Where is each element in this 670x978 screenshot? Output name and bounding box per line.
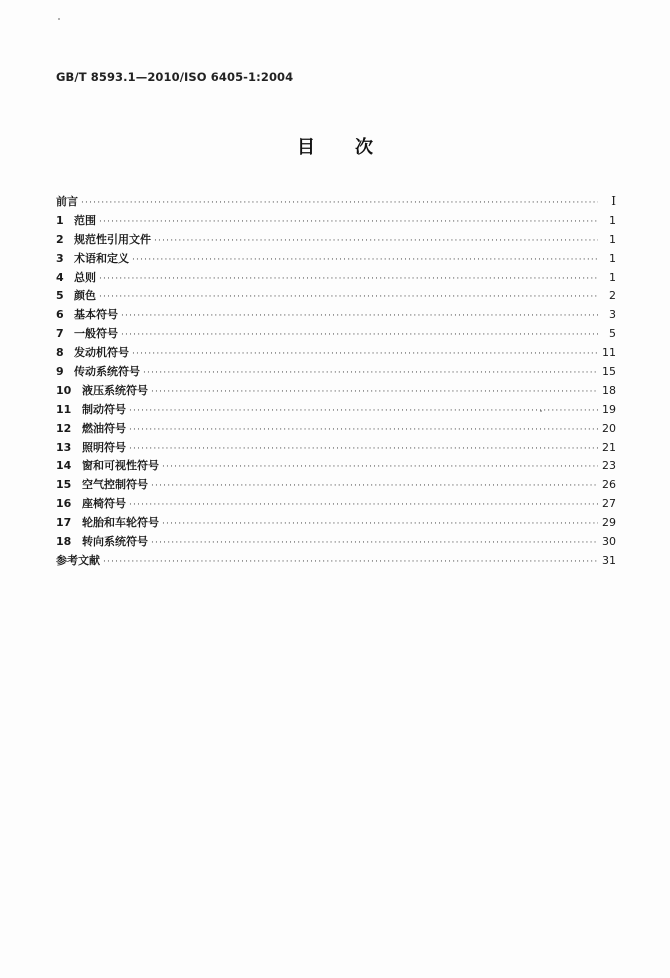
toc-entry[interactable] [56,250,616,269]
toc-entry-label: 术语和定义 [74,251,129,265]
toc-dot-leader [129,444,598,454]
toc-entry[interactable] [56,269,616,288]
toc-entry-page-number: 30 [602,535,616,549]
toc-entry-label: 照明符号 [82,440,126,454]
toc-entry-page-number: 1 [609,213,616,227]
toc-entry-label: 窗和可视性符号 [82,459,159,473]
toc-title-part2: 次 [355,137,373,158]
toc-entry-label: 液压系统符号 [82,383,148,397]
toc-entry-label: 基本符号 [74,308,118,322]
toc-dot-leader [129,406,598,416]
toc-entry-page-number: 27 [602,497,616,511]
toc-entry-number: 8 [56,346,64,360]
toc-dot-leader [151,538,598,548]
toc-entry-label: 规范性引用文件 [74,232,151,246]
toc-entry-number: 14 [56,459,72,473]
toc-entry-number: 6 [56,308,64,322]
toc-entry-number: 12 [56,421,72,435]
table-of-contents [56,193,616,571]
toc-entry[interactable] [56,457,616,476]
toc-entry[interactable] [56,231,616,250]
toc-entry-page-number: 5 [609,327,616,341]
toc-entry[interactable] [56,344,616,363]
toc-entry[interactable] [56,420,616,439]
toc-entry-label: 颜色 [74,289,96,303]
toc-entry-page-number: 26 [602,478,616,492]
toc-entry[interactable] [56,193,616,212]
toc-dot-leader [99,217,598,227]
toc-dot-leader [121,330,598,340]
toc-entry[interactable] [56,325,616,344]
toc-entry-label: 制动符号 [82,402,126,416]
toc-dot-leader [151,387,598,397]
toc-entry[interactable] [56,495,616,514]
toc-entry-page-number: 20 [602,421,616,435]
toc-entry-number: 1 [56,213,64,227]
toc-entry-label: 传动系统符号 [74,365,140,379]
toc-entry-label: 前言 [56,195,78,208]
toc-entry-page-number: 15 [602,365,616,379]
toc-dot-leader [154,236,598,246]
toc-entry-label: 一般符号 [74,327,118,341]
toc-entry-page-number: 31 [602,553,616,567]
toc-entry-number: 18 [56,535,72,549]
toc-entry[interactable] [56,363,616,382]
toc-entry[interactable] [56,514,616,533]
toc-entry-label: 转向系统符号 [82,535,148,549]
toc-entry[interactable] [56,552,616,571]
toc-entry-number: 7 [56,327,64,341]
toc-dot-leader [121,311,598,321]
toc-entry-number: 11 [56,402,72,416]
toc-entry-page-number: 29 [602,516,616,530]
toc-entry-number: 16 [56,497,72,511]
toc-entry-number: 15 [56,478,72,492]
toc-entry[interactable] [56,306,616,325]
toc-entry-number: 13 [56,440,72,454]
toc-entry[interactable] [56,476,616,495]
toc-entry-number: 2 [56,232,64,246]
toc-entry-number: 3 [56,251,64,265]
toc-entry-label: 发动机符号 [74,346,129,360]
toc-entry[interactable] [56,382,616,401]
toc-entry-label: 空气控制符号 [82,478,148,492]
toc-entry-page-number: 19 [602,402,616,416]
toc-dot-leader [143,368,598,378]
toc-entry-number: 10 [56,383,72,397]
toc-entry-page-number: 21 [602,440,616,454]
toc-entry-page-number: 1 [609,251,616,265]
toc-entry-label: 参考文献 [56,553,100,567]
toc-title-part1: 目 [297,137,315,158]
toc-entry-label: 范围 [74,213,96,227]
toc-entry-page-number: 3 [609,308,616,322]
toc-entry-number: 5 [56,289,64,303]
toc-entry-page-number: 18 [602,383,616,397]
toc-entry[interactable] [56,401,616,420]
standard-number-header: GB/T 8593.1—2010/ISO 6405-1:2004 [56,70,294,84]
toc-dot-leader [132,349,598,359]
toc-entry-page-number: 1 [609,232,616,246]
scan-speck [58,18,60,20]
toc-entry-page-number: 1 [609,270,616,284]
toc-entry-label: 总则 [74,270,96,284]
toc-entry-label: 燃油符号 [82,421,126,435]
toc-dot-leader [162,519,598,529]
toc-entry[interactable] [56,212,616,231]
toc-entry-label: 轮胎和车轮符号 [82,516,159,530]
toc-entry-number: 9 [56,365,64,379]
toc-entry[interactable] [56,533,616,552]
toc-entry-number: 17 [56,516,72,530]
toc-entry[interactable] [56,439,616,458]
toc-dot-leader [151,481,598,491]
toc-entry-page-number: 2 [609,289,616,303]
toc-dot-leader [81,198,598,208]
toc-entry-page-number: 11 [602,346,616,360]
toc-dot-leader [162,462,598,472]
toc-entry-number: 4 [56,270,64,284]
toc-dot-leader [132,255,598,265]
toc-dot-leader [129,425,598,435]
toc-dot-leader [103,557,598,567]
toc-entry-page-number: I [611,194,616,208]
toc-entry[interactable] [56,287,616,306]
toc-dot-leader [99,274,598,284]
toc-dot-leader [99,292,598,302]
toc-entry-label: 座椅符号 [82,497,126,511]
toc-dot-leader [129,500,598,510]
toc-title [0,133,670,159]
toc-entry-page-number: 23 [602,459,616,473]
